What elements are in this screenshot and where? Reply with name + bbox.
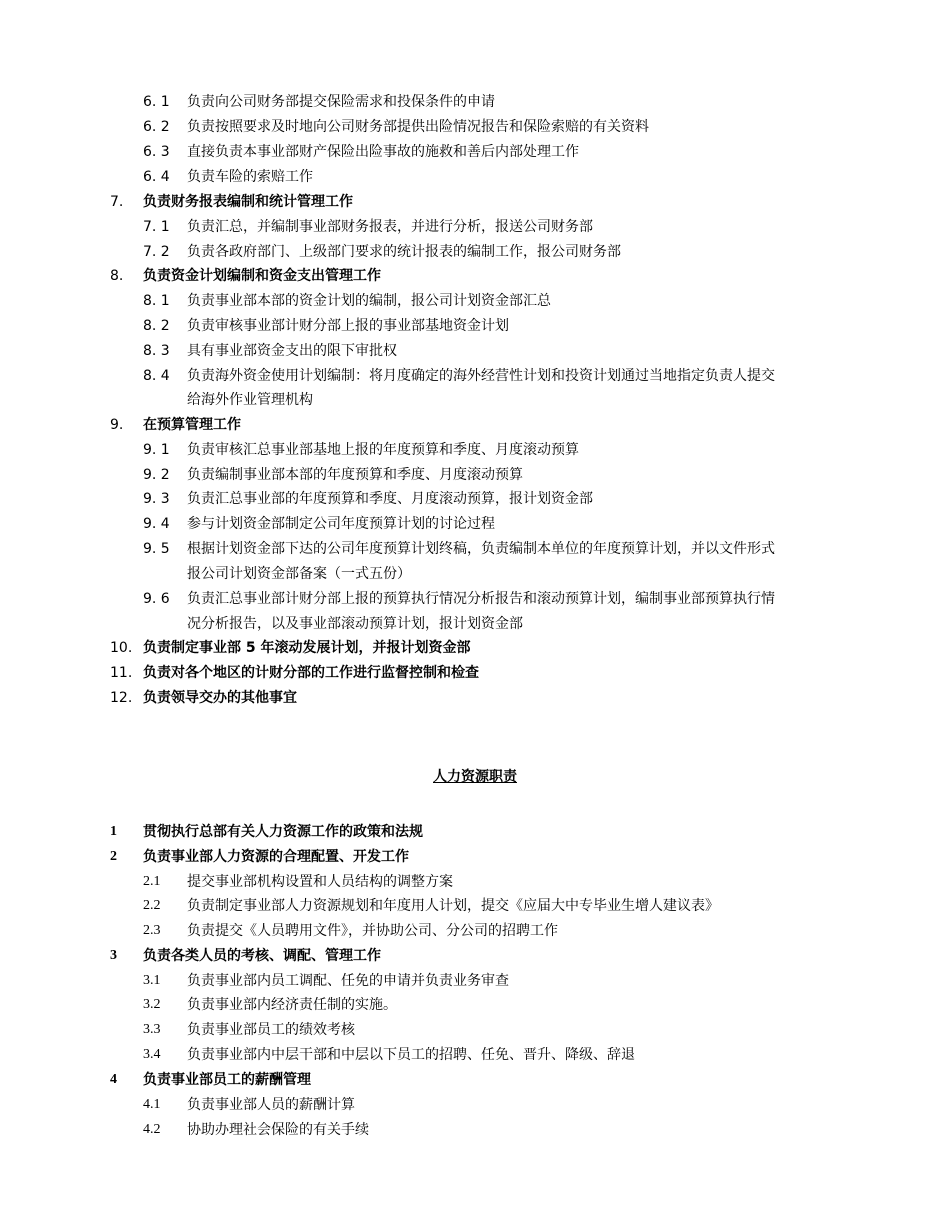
hr-section-title: 人力资源职责 <box>433 769 517 785</box>
document-page: 6. 1 负责向公司财务部提交保险需求和投保条件的申请 6. 2 负责按照要求及时地向公司财务部提供出险情况报告和保险索赔的有关资料 6. 3 直接负责本事业部财产保险出险事故的施救和善后内部处理工作 6. 4 负责车险的索赔工作 7. 负责财务报表编制和统计管理工作 7. 1 负责汇总，并编制事业部财务报表，并进行分析，报送公司财务部 7. 2 负责各政府部门、上级部门要求的统计报表的编制工作，报公司财务部 8. 负责资金计划编制和资金支出管理工作 8. 1 负责事业部本部的资金计划的编制，报公司计划资金部汇总 8. 2 负责审核事业部计财分部上报的事业部基地资金计划 8. 3 具有事业部资金支出的限下审批权 8. 4 负责海外资金使用计划编制：将月度确定的海外经营性计划和投资计划通过当地指定负责人提交 给海外作业管理机构 9. 在预算管理工作 9. 1 负责审核汇总事业部基地上报的年度预算和季度、月度滚动预算 9. 2 负责编制事业部本部的年度预算和季度、月度滚动预算 9. 3 负责汇总事业部的年度预算和季度、月度滚动预算，报计划资金部 9. 4 参与计划资金部制定公司年度预算计划的讨论过程 9. 5 根据计划资金部下达的公司年度预算计划终稿，负责编制本单位的年度预算计划，并以文件形式 报公司计划资金部备案（一式五份） 9. 6 负责汇总事业部计财分部上报的预算执行情况分析报告和滚动预算计划，编制事业部预算执行情 况分析报告，以及事业部滚动预算计划，报计划资金部 10. 负责制定事业部 5 年滚动发展计划，并报计划资金部 11. 负责对各个地区的计财分部的工作进行监督控制和检查 12. 负责领导交办的其他事宜 人力资源职责 1 贯彻执行总部有关人力资源工作的政策和法规 2 负责事业部人力资源的合理配置、开发工作 2.1 提交事业部机构设置和人员结构的调整方案 2.2 负责制定事业部人力资源规划和年度用人计划，提交《应届大中专毕业生增人建议表》 2.3 负责提交《人员聘用文件》，并协助公司、分公司的招聘工作 3 负责各类人员的考核、调配、管理工作 3.1 负责事业部内员工调配、任免的申请并负责业务审查 3.2 负责事业部内经济责任制的实施。 3.3 负责事业部员工的绩效考核 3.4 负责事业部内中层干部和中层以下员工的招聘、任免、晋升、降级、辞退 4 负责事业部员工的薪酬管理 4.1 负责事业部人员的薪酬计算 4.2 协助办理社会保险的有关手续 <box>0 0 950 1230</box>
